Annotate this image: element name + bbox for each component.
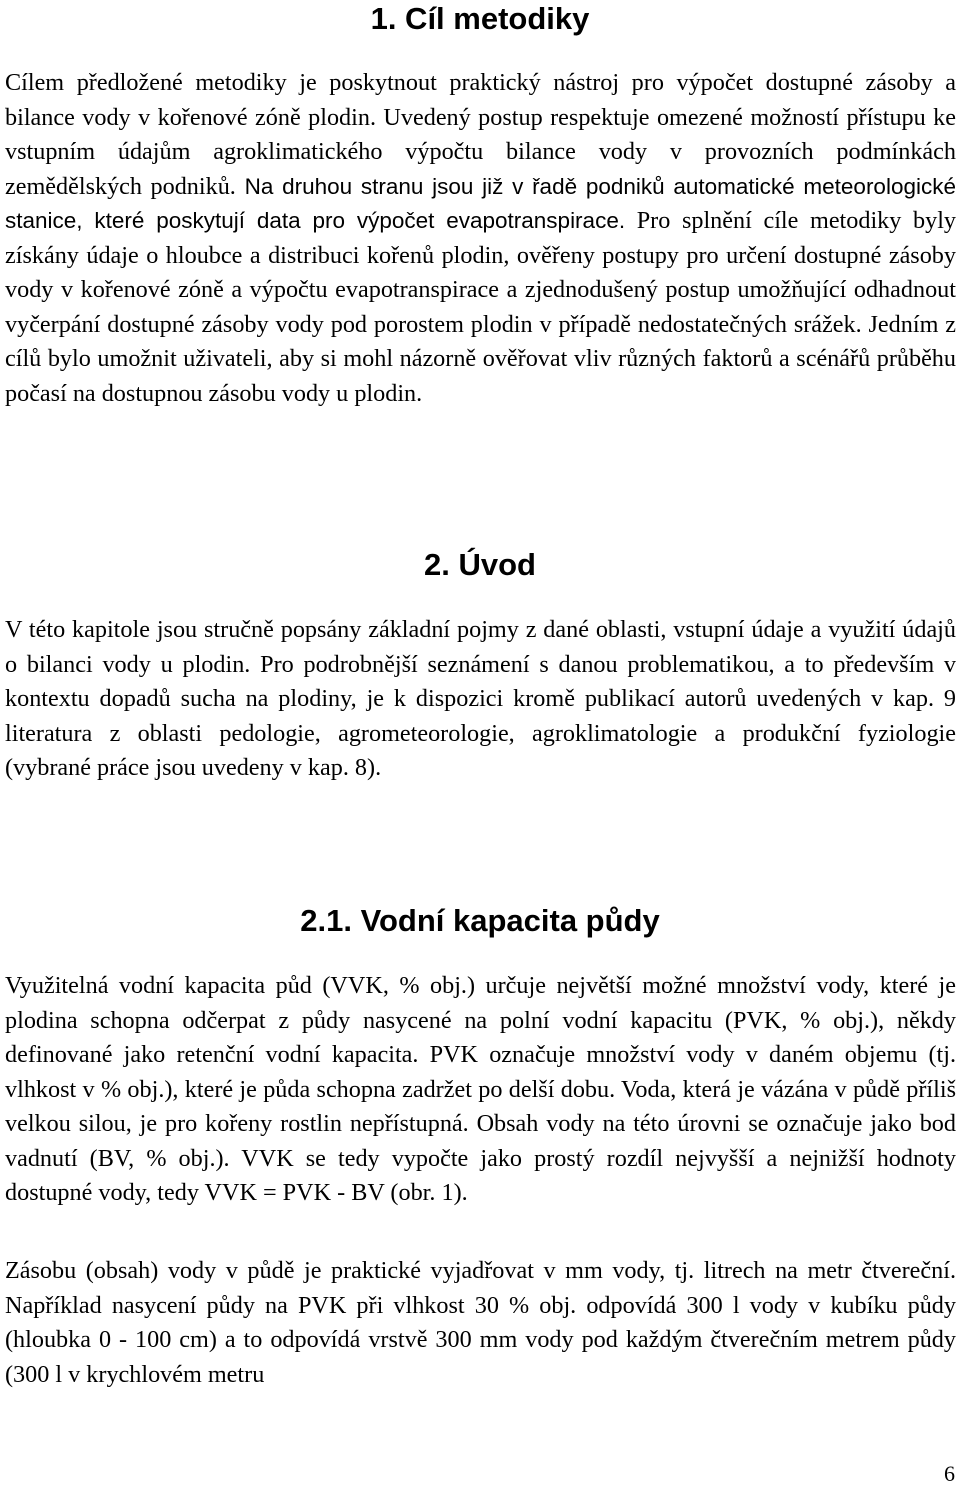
paragraph-cil-metodiky [5, 66, 956, 411]
section-heading-uvod: 2. Úvod [424, 547, 536, 582]
section-heading-cil-metodiky: 1. Cíl metodiky [370, 1, 590, 36]
paragraph-text: Pro splnění cíle metodiky byly získány údaje o hloubce a distribuci kořenů plodin, ověřeny postupy pro určení dostupné zásoby vody v kořenové zóně a výpočtu evapotranspirace a zjednodušený postup umožňující odhadnout vyčerpání dostupné zásoby vody pod porostem plodin v případě nedostatečných srážek. Jedním z cílů bylo umožnit uživateli, aby si mohl názorně ověřovat vliv různých faktorů a scénářů průběhu počasí na dostupnou zásobu vody u plodin. [5, 207, 957, 407]
paragraph-text: Cílem předložené metodiky je poskytnout praktický nástroj pro výpočet dostupné zásoby a bilance vody v kořenové zóně plodin. Uvedený postup respektuje omezené možností přístupu ke vstupním údajům agroklimatického výpočtu bilance vody v provozních podmínkách zemědělských podniků. [5, 69, 956, 200]
paragraph-vodni-kapacita-1: Využitelná vodní kapacita půd (VVK, % obj.) určuje největší možné množství vody, které je plodina schopna odčerpat z půdy nasycené na polní vodní kapacitu (PVK, % obj.), někdy definované jako retenční vodní kapacita. PVK označuje množství vody v daném objemu (tj. vlhkost v % obj.), které je půda schopna zadržet po delší dobu. Voda, která je vázána v půdě příliš velkou silou, je pro kořeny rostlin nepřístupná. Obsah vody na této úrovni se označuje jako bod vadnutí (BV, % obj.). VVK se tedy vypočte jako prostý rozdíl nejvyšší a nejnižší hodnoty dostupné vody, tedy VVK = PVK - BV (obr. 1). [5, 972, 956, 1206]
section-heading-vodni-kapacita: 2.1. Vodní kapacita půdy [300, 903, 660, 938]
paragraph-uvod: V této kapitole jsou stručně popsány základní pojmy z dané oblasti, vstupní údaje a využití údajů o bilanci vody u plodin. Pro podrobnější seznámení s danou problematikou, a to především v kontextu dopadů sucha na plodiny, je k dispozici kromě publikací autorů uvedených v kap. 9 literatura z oblasti pedologie, agrometeorologie, agroklimatologie a produkční fyziologie (vybrané práce jsou uvedeny v kap. 8). [5, 616, 956, 781]
paragraph-text-sans: Na druhou stranu jsou již v řadě podniků automatické meteorologické stanice, které poskytují data pro výpočet evapotranspirace. [5, 173, 956, 233]
paragraph-vodni-kapacita-2: Zásobu (obsah) vody v půdě je praktické vyjadřovat v mm vody, tj. litrech na metr čtvereční. Například nasycení půdy na PVK při vlhkost 30 % obj. odpovídá 300 l vody v kubíku půdy (hloubka 0 - 100 cm) a to odpovídá vrstvě 300 mm vody pod každým čtverečním metrem půdy (300 l v krychlovém metru [5, 1257, 956, 1388]
page-number: 6 [944, 1461, 955, 1486]
